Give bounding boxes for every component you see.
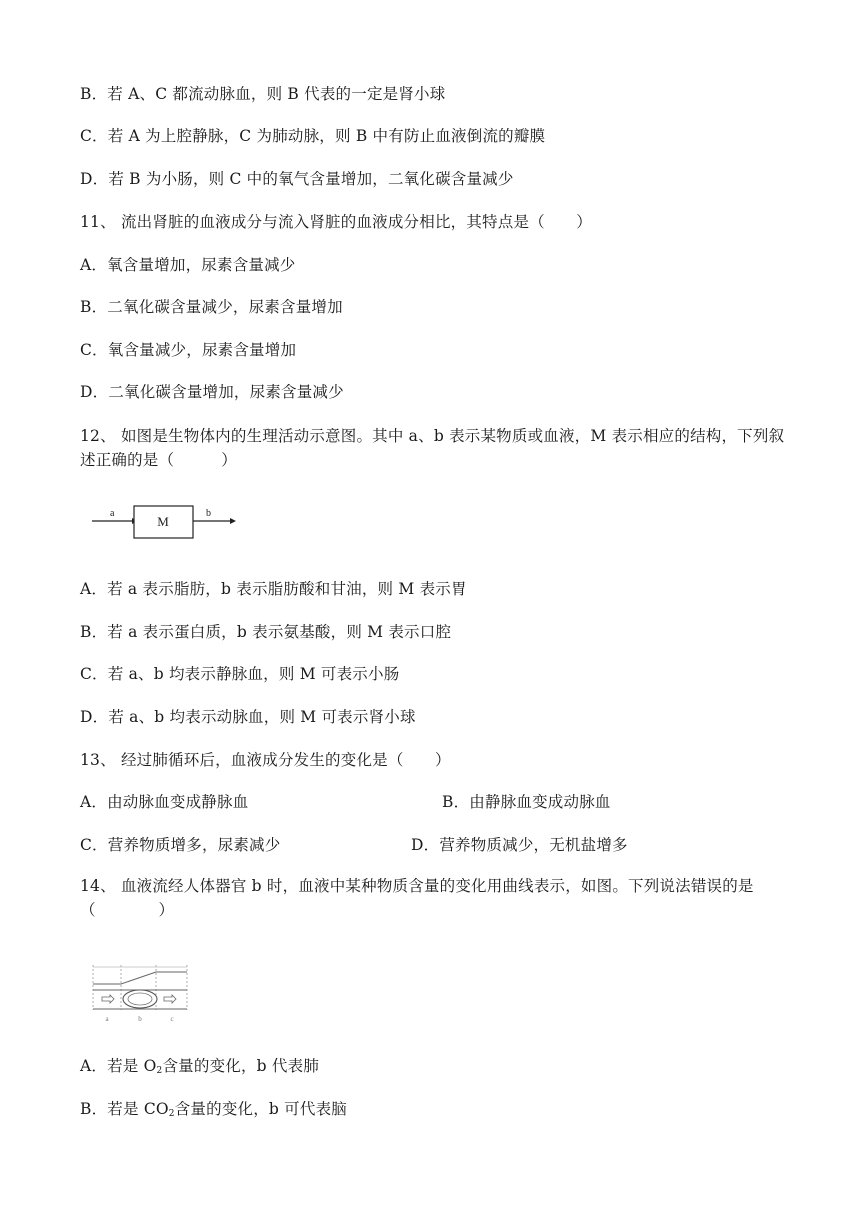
q12-stem: 12、 如图是生物体内的生理活动示意图。其中 a、b 表示某物质或血液，M 表示相应的结构，下列叙述正确的是（ ） <box>80 427 785 469</box>
q12-option-b: B．若 a 表示蛋白质，b 表示氨基酸，则 M 表示口腔 <box>80 623 452 641</box>
q13-option-d: D．营养物质减少，无机盐增多 <box>411 836 628 854</box>
q11-stem: 11、 流出肾脏的血液成分与流入肾脏的血液成分相比，其特点是（ ） <box>80 213 592 231</box>
q14-blood-flow-figure <box>88 962 193 1024</box>
q13-option-b: B．由静脉血变成动脉血 <box>442 793 611 811</box>
label-c: c <box>170 1015 174 1023</box>
q11-option-a: A．氧含量增加，尿素含量减少 <box>80 256 296 274</box>
q13-option-c: C．营养物质增多，尿素减少 <box>80 836 281 854</box>
subscript-2: 2 <box>168 1109 175 1119</box>
q11-option-c: C．氧含量减少，尿素含量增加 <box>80 341 297 359</box>
organ-b-inner <box>128 993 152 1005</box>
q12-option-c: C．若 a、b 均表示静脉血，则 M 可表示小肠 <box>80 665 400 683</box>
q14-option-a-pre: A．若是 O <box>80 1057 157 1075</box>
q14-option-a-post: 含量的变化，b 代表肺 <box>162 1057 320 1075</box>
q12-option-a: A．若 a 表示脂肪，b 表示脂肪酸和甘油，则 M 表示胃 <box>80 580 467 598</box>
flow-arrow-left <box>102 995 114 1003</box>
q14-stem: 14、 血液流经人体器官 b 时，血液中某种物质含量的变化用曲线表示，如图。下列说法错误的是（ ） <box>80 877 754 919</box>
q11-option-d: D．二氧化碳含量增加，尿素含量减少 <box>80 383 344 401</box>
content-curve <box>93 972 187 984</box>
q11-option-b: B．二氧化碳含量减少，尿素含量增加 <box>80 298 343 316</box>
label-b: b <box>138 1015 142 1023</box>
q10-option-c: C．若 A 为上腔静脉，C 为肺动脉，则 B 中有防止血液倒流的瓣膜 <box>80 127 546 145</box>
q12-flow-diagram <box>90 500 240 545</box>
q10-option-d: D．若 B 为小肠，则 C 中的氧气含量增加，二氧化碳含量减少 <box>80 170 514 188</box>
label-b: b <box>206 508 211 519</box>
label-a: a <box>105 1015 109 1023</box>
arrow-b-head <box>230 518 236 524</box>
q14-option-a <box>80 1056 319 1081</box>
flow-arrow-right <box>164 995 176 1003</box>
q12-option-d: D．若 a、b 均表示动脉血，则 M 可表示肾小球 <box>80 708 416 726</box>
q14-option-b-post: 含量的变化，b 可代表脑 <box>174 1100 347 1118</box>
q13-option-a: A．由动脉血变成静脉血 <box>80 793 249 811</box>
q14-option-b <box>80 1099 347 1124</box>
q10-option-b: B．若 A、C 都流动脉血，则 B 代表的一定是肾小球 <box>80 85 446 103</box>
label-a: a <box>110 508 115 519</box>
subscript-2: 2 <box>156 1066 163 1076</box>
label-m: M <box>157 514 169 529</box>
q13-stem: 13、 经过肺循环后，血液成分发生的变化是（ ） <box>80 751 451 769</box>
q14-option-b-pre: B．若是 CO <box>80 1100 169 1118</box>
